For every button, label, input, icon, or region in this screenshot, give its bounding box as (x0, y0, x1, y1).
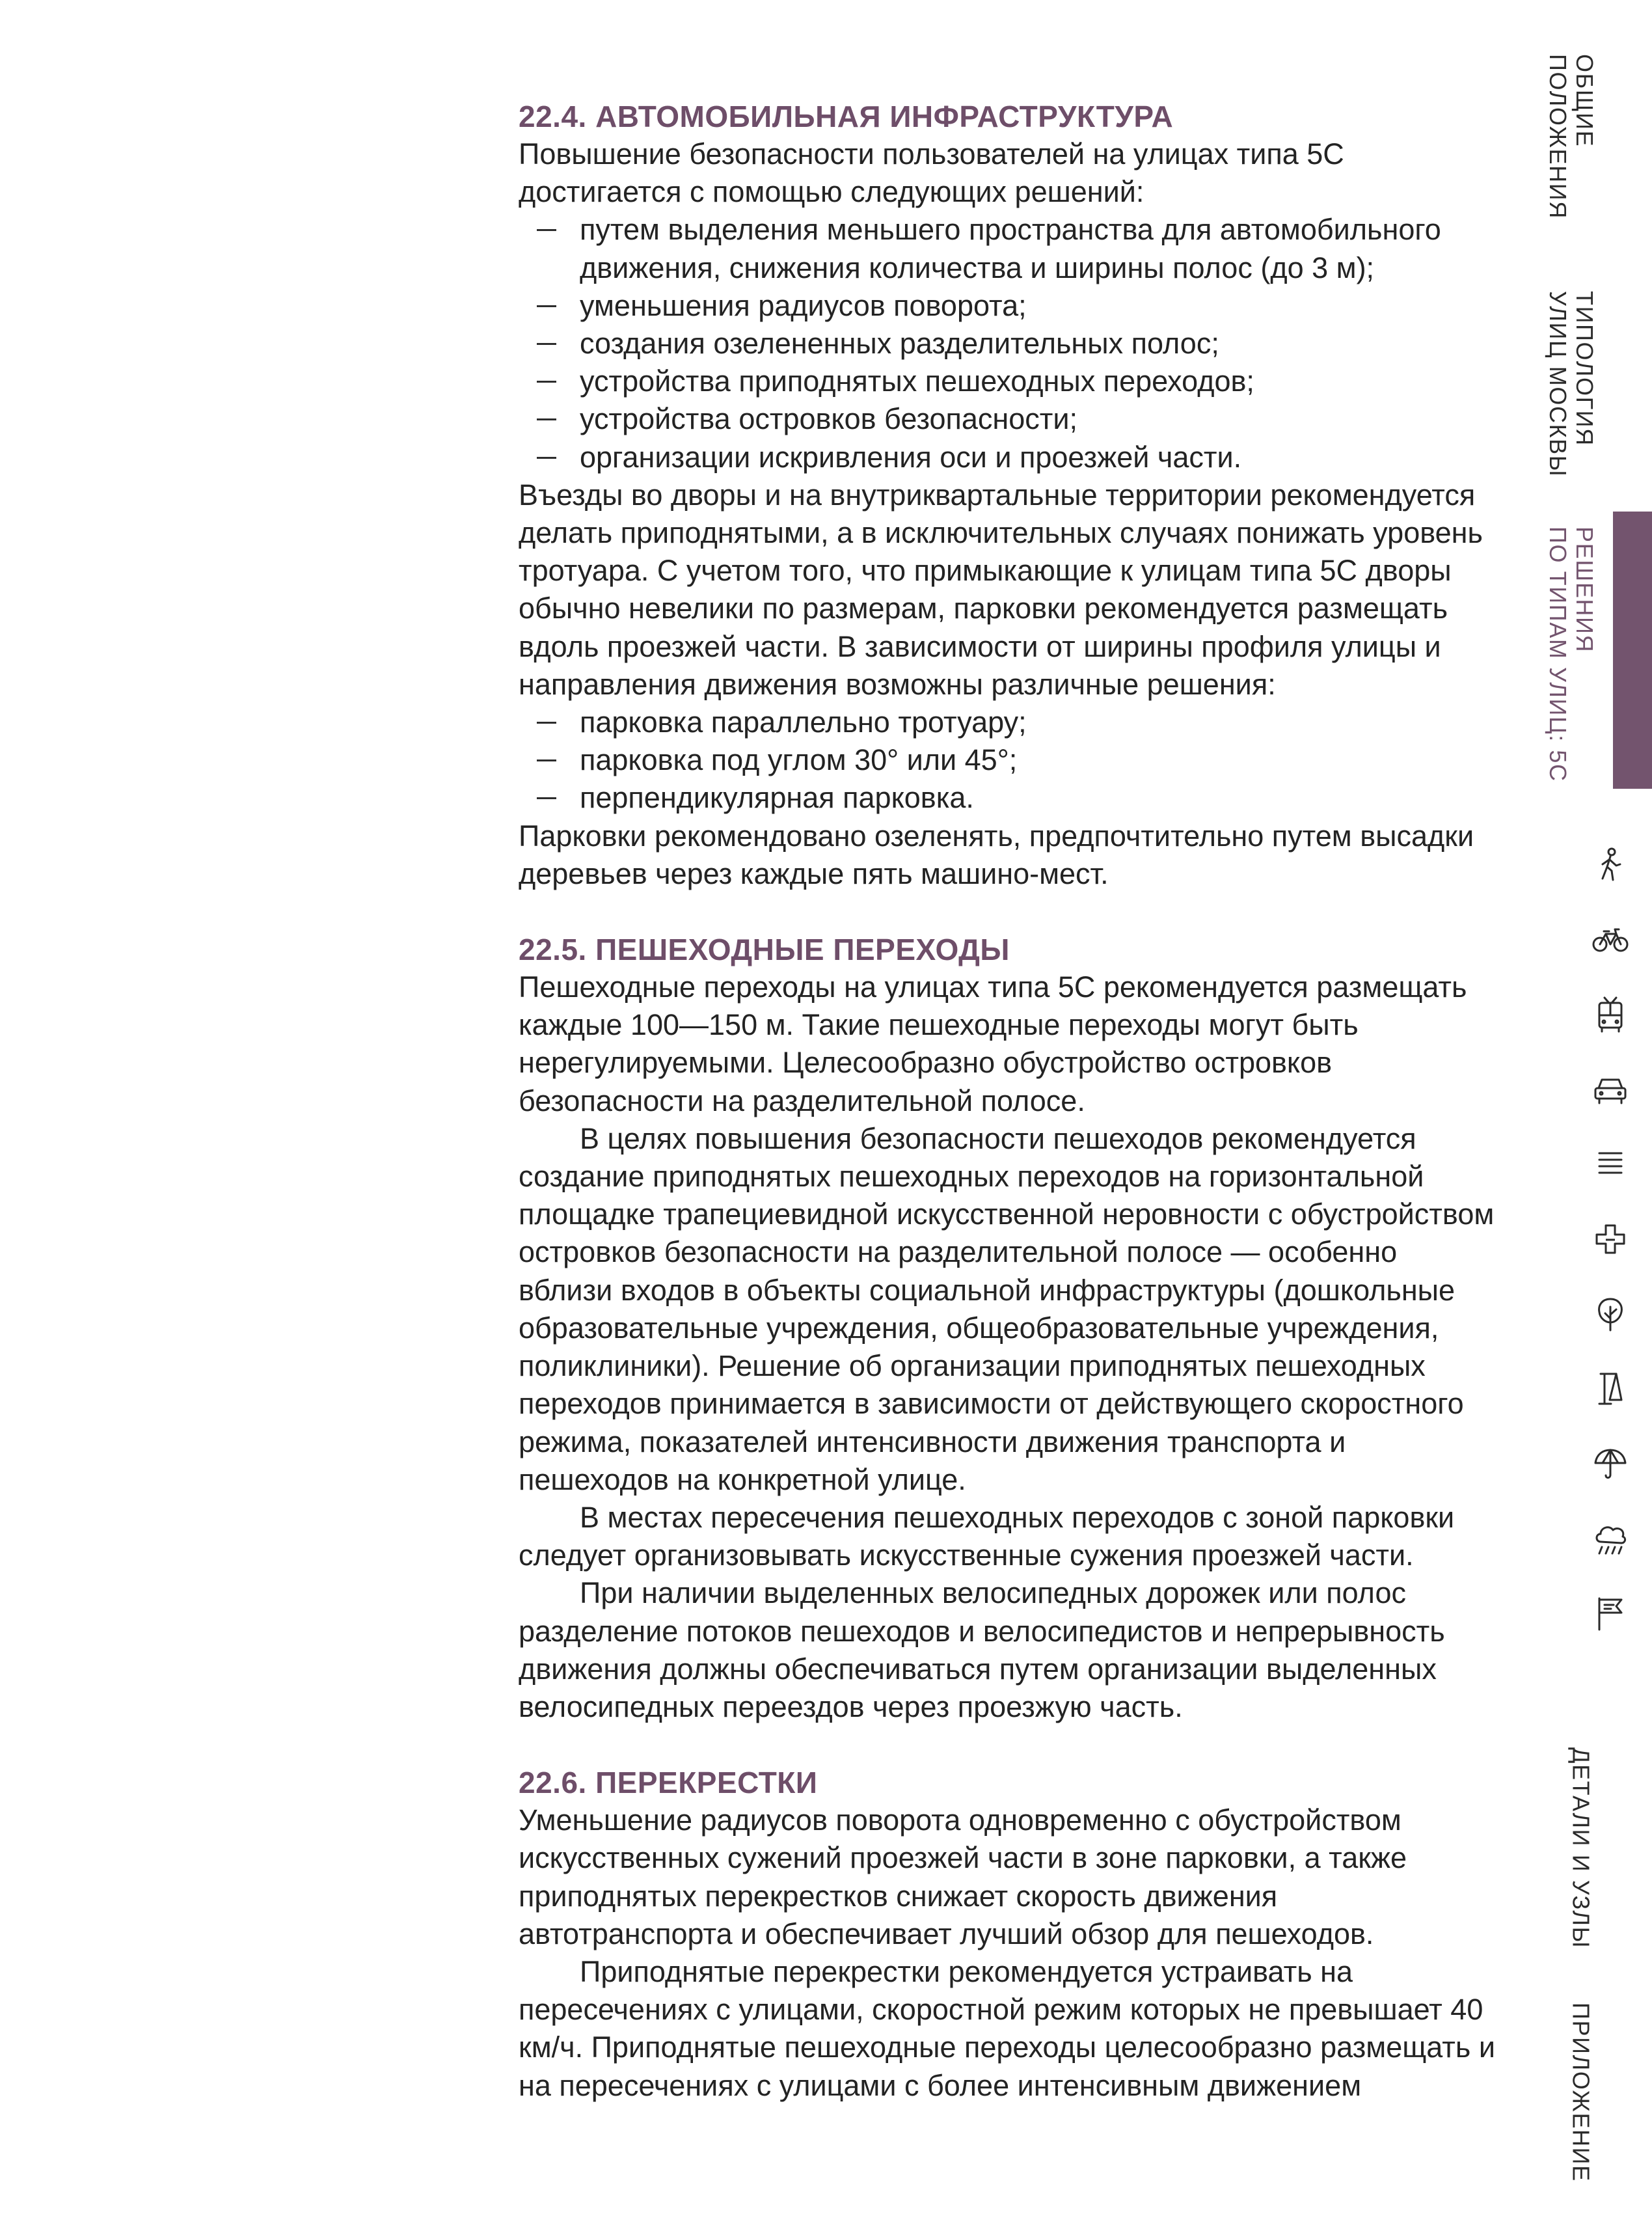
list-item: устройства островков безопасности; (519, 400, 1498, 438)
paragraph: Въезды во дворы и на внутриквартальные территории рекомендуется делать приподнятыми, а в исключительных случаях понижать уровень тротуара. С учетом того, что примыкающие к улицам типа 5С дворы обычно невелики по размерам, парковки рекомендуется размещать вдоль проезжей части. В зависимости от ширины профиля улицы и направления движения возможны различные решения: (519, 478, 1483, 701)
paragraph: В местах пересечения пешеходных переходов с зоной парковки следует организовывать искусственные сужения проезжей части. (519, 1500, 1455, 1572)
lanes-icon[interactable] (1591, 1145, 1629, 1183)
pedestrian-icon[interactable] (1591, 846, 1629, 884)
section-title: 22.4. АВТОМОБИЛЬНАЯ ИНФРАСТРУКТУРА (519, 100, 1174, 133)
bus-icon[interactable] (1591, 996, 1629, 1033)
tree-icon[interactable] (1591, 1295, 1629, 1333)
flag-icon[interactable] (1591, 1594, 1629, 1632)
section-gap (519, 893, 1498, 931)
paragraph: Уменьшение радиусов поворота одновременно с обустройством искусственных сужений проезжей части в зоне парковки, а также приподнятых перекрестков снижает скорость движения автотранспорта и обеспечивает лучший обзор для пешеходов. (519, 1803, 1407, 1950)
nav-solutions[interactable] (1536, 521, 1607, 787)
list-item: уменьшения радиусов поворота; (519, 287, 1498, 325)
umbrella-icon[interactable] (1591, 1445, 1629, 1483)
section-title: 22.5. ПЕШЕХОДНЫЕ ПЕРЕХОДЫ (519, 933, 1010, 967)
nav-solutions-label: РЕШЕНИЯ ПО ТИПАМ УЛИЦ: 5С (1545, 526, 1598, 782)
paragraph: Парковки рекомендовано озеленять, предпочтительно путем высадки деревьев через каждые пять машино-мест. (519, 819, 1474, 890)
nav-appendix-label: ПРИЛОЖЕНИЕ (1567, 2003, 1595, 2182)
list-item: путем выделения меньшего пространства для автомобильного движения, снижения количества и ширины полос (до 3 м); (519, 211, 1498, 286)
weather-icon[interactable] (1591, 1520, 1629, 1557)
lamp-icon[interactable] (1591, 1370, 1629, 1408)
dash-list (519, 211, 1498, 476)
paragraph: При наличии выделенных велосипедных дорожек или полос разделение потоков пешеходов и велосипедистов и непрерывность движения должны обеспечиваться путем организации выделенных велосипедных переездов через проезжую часть. (519, 1576, 1445, 1723)
nav-appendix[interactable] (1558, 2004, 1604, 2180)
nav-general[interactable] (1536, 54, 1607, 219)
paragraph: В целях повышения безопасности пешеходов рекомендуется создание приподнятых пешеходных переходов на горизонтальной площадке трапециевидной искусственной неровности с обустройством островков безопасности на разделительной полосе — особенно вблизи входов в объекты социальной инфраструктуры (дошкольные образовательные учреждения, общеобразовательные учреждения, поликлиники). Решение об организации приподнятых пешеходных переходов принимается в зависимости от действующего скоростного режима, показателей интенсивности движения транспорта и пешеходов на конкретной улице. (519, 1121, 1495, 1496)
main-content (519, 98, 1498, 2105)
list-item: парковка параллельно тротуару; (519, 704, 1498, 741)
nav-details[interactable] (1558, 1744, 1604, 1952)
paragraph: Приподнятые перекрестки рекомендуется устраивать на пересечениях с улицами, скоростной режим которых не превышает 40 км/ч. Приподнятые пешеходные переходы целесообразно размещать и на пересечениях с улицами с более интенсивным движением (519, 1954, 1495, 2102)
paragraph: Пешеходные переходы на улицах типа 5С рекомендуется размещать каждые 100—150 м. Такие пешеходные переходы могут быть нерегулируемыми. Целесообразно обустройство островков безопасности на разделительной полосе. (519, 970, 1467, 1117)
list-item: устройства приподнятых пешеходных переходов; (519, 362, 1498, 400)
nav-active-indicator (1613, 512, 1652, 789)
nav-typology-label: ТИПОЛОГИЯ УЛИЦ МОСКВЫ (1545, 290, 1598, 478)
dash-list (519, 704, 1498, 817)
section-title: 22.6. ПЕРЕКРЕСТКИ (519, 1766, 818, 1800)
nav-details-label: ДЕТАЛИ И УЗЛЫ (1567, 1747, 1595, 1949)
nav-typology[interactable] (1536, 286, 1607, 482)
list-item: создания озелененных разделительных полос; (519, 325, 1498, 362)
paragraph: Повышение безопасности пользователей на улицах типа 5С достигается с помощью следующих решений: (519, 137, 1344, 209)
list-item: перпендикулярная парковка. (519, 779, 1498, 817)
section-gap (519, 1726, 1498, 1764)
bicycle-icon[interactable] (1591, 921, 1629, 959)
list-item: организации искривления оси и проезжей части. (519, 439, 1498, 476)
nav-general-label: ОБЩИЕ ПОЛОЖЕНИЯ (1545, 54, 1598, 219)
list-item: парковка под углом 30° или 45°; (519, 741, 1498, 779)
car-icon[interactable] (1591, 1071, 1629, 1108)
cross-icon[interactable] (1591, 1220, 1629, 1258)
